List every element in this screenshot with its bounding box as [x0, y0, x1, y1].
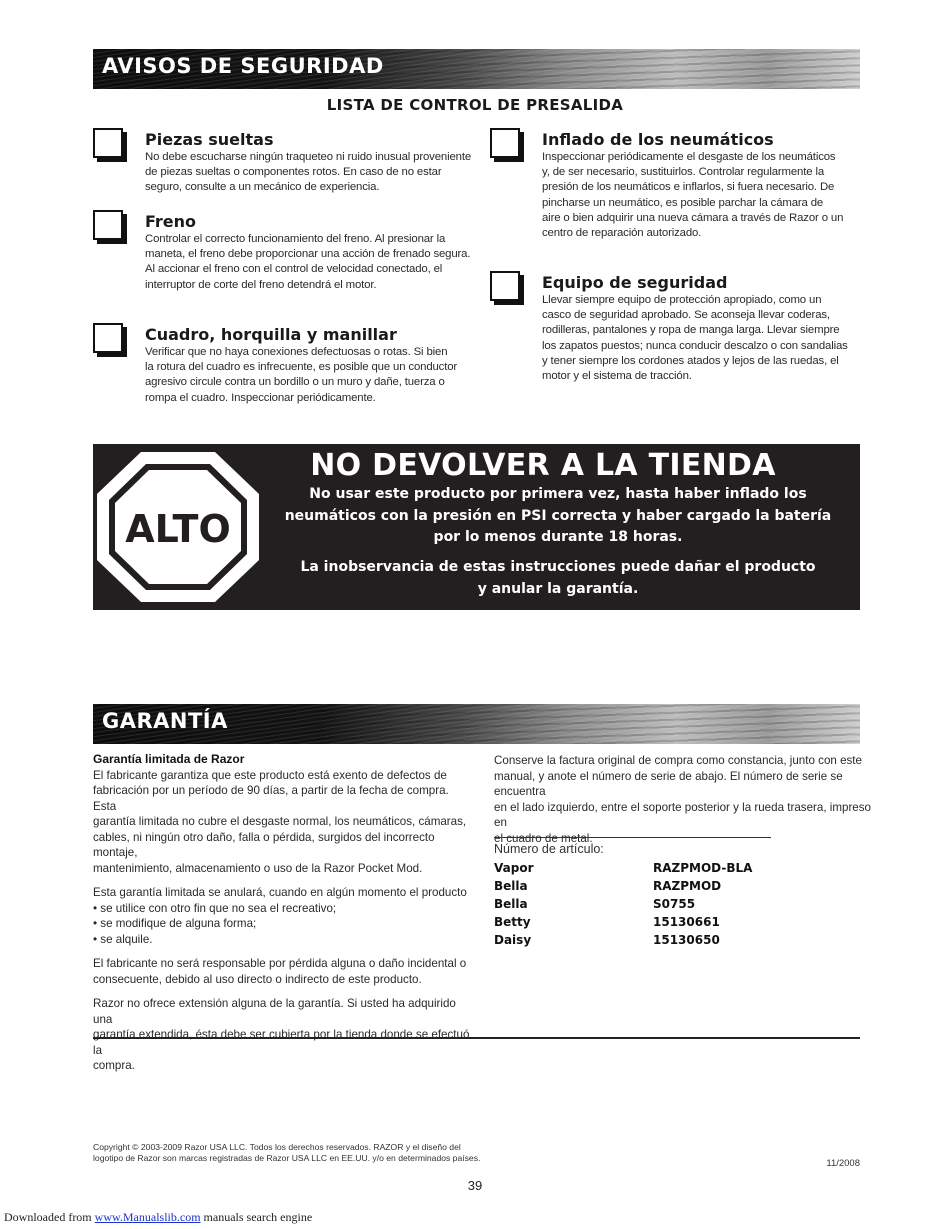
text-line: Esta garantía limitada se anulará, cuando en algún momento el producto — [93, 886, 467, 899]
item-title: Piezas sueltas — [145, 130, 274, 149]
checkbox-icon[interactable] — [93, 210, 123, 240]
stop-warning-box — [93, 444, 860, 610]
text-line: cables, ni ningún otro daño, falla o pérdida, surgidos del incorrecto montaje, — [93, 830, 435, 859]
bullet-item: • se utilice con otro fin que no sea el recreativo; — [93, 901, 337, 915]
print-date: 11/2008 — [826, 1158, 860, 1169]
checklist-subtitle: LISTA DE CONTROL DE PRESALIDA — [326, 96, 624, 114]
stop-sign-icon — [93, 444, 263, 610]
body-line: agresivo circule contra un bordillo o un muro y dañe, tuerza o — [145, 376, 445, 389]
text-line: compra. — [93, 1059, 135, 1072]
article-name: Daisy — [494, 933, 532, 947]
article-number-label: Número de artículo: — [494, 842, 604, 856]
warranty-paragraph-1 — [93, 768, 473, 877]
item-title: Equipo de seguridad — [542, 273, 728, 292]
text-line: en el lado izquierdo, entre el soporte posterior y la rueda trasera, impreso en — [494, 800, 872, 829]
body-line: centro de reparación autorizado. — [542, 227, 702, 240]
stop-line: No usar este producto por primera vez, hasta haber inflado los — [309, 486, 807, 502]
body-line: Llevar siempre equipo de protección apropiado, como un — [542, 294, 822, 306]
item-title: Freno — [145, 212, 197, 231]
body-line: rompa el cuadro. Inspeccionar periódicamente. — [145, 391, 376, 404]
checkbox-icon[interactable] — [490, 271, 520, 301]
article-name: Vapor — [494, 861, 534, 875]
article-code: S0755 — [653, 897, 696, 911]
checkbox-icon[interactable] — [93, 128, 123, 158]
body-line: Inspeccionar periódicamente el desgaste de los neumáticos — [542, 151, 836, 163]
download-prefix: Downloaded from — [4, 1210, 95, 1224]
stop-paragraph-1 — [265, 484, 851, 549]
body-line: casco de seguridad aprobado. Se aconseja llevar coderas, — [542, 309, 830, 322]
body-line: aire o bien adquirir una nueva cámara a través de Razor o un — [542, 211, 844, 224]
body-line: seguro, consulte a un mecánico de experiencia. — [145, 181, 380, 194]
page-number: 39 — [467, 1178, 483, 1193]
warranty-banner-title: GARANTÍA — [102, 709, 228, 733]
body-line: Verificar que no haya conexiones defectuosas o rotas. Si bien — [145, 346, 448, 358]
stop-sign-label: ALTO — [125, 507, 231, 551]
body-line: interruptor de corte del freno detendrá el motor. — [145, 278, 377, 291]
manualslib-link[interactable]: www.Manualslib.com — [94, 1210, 201, 1224]
body-line: pincharse un neumático, es posible parchar la cámara de — [542, 196, 824, 209]
body-line: de piezas sueltas o componentes rotos. En caso de no estar — [145, 166, 442, 179]
article-name: Bella — [494, 879, 528, 893]
bullet-item: • se alquile. — [93, 932, 153, 946]
stop-line: y anular la garantía. — [477, 580, 639, 597]
stop-paragraph-2 — [265, 557, 851, 600]
text-line: garantía limitada no cubre el desgaste normal, los neumáticos, cámaras, — [93, 815, 467, 828]
warranty-right-column — [494, 753, 874, 846]
body-line: la rotura del cuadro es infrecuente, es posible que un conductor — [145, 361, 458, 374]
bullet-item: • se modifique de alguna forma; — [93, 917, 257, 930]
item-body — [145, 345, 475, 406]
checkbox-icon[interactable] — [93, 323, 123, 353]
safety-banner — [93, 49, 860, 89]
download-credit — [4, 1210, 312, 1225]
copyright-line: Copyright © 2003-2009 Razor USA LLC. Todos los derechos reservados. RAZOR y el diseño del — [93, 1142, 461, 1152]
body-line: maneta, el freno debe proporcionar una acción de frenado segura. — [145, 248, 471, 261]
item-body — [542, 150, 872, 241]
article-code: RAZPMOD — [653, 879, 722, 893]
warranty-heading: Garantía limitada de Razor — [93, 752, 245, 766]
item-body — [145, 232, 475, 293]
copyright-notice — [93, 1142, 513, 1164]
section-divider — [93, 1037, 860, 1039]
stop-line: neumáticos con la presión en PSI correcta y haber cargado la batería — [284, 507, 832, 524]
warranty-left-column — [93, 752, 473, 1083]
warranty-paragraph-2 — [93, 885, 473, 947]
article-name: Bella — [494, 897, 528, 911]
body-line: No debe escucharse ningún traqueteo ni ruido inusual proveniente — [145, 151, 472, 163]
text-line: consecuente, debido al uso directo o indirecto de este producto. — [93, 972, 422, 986]
text-line: El fabricante garantiza que este producto está exento de defectos de — [93, 768, 447, 782]
body-line: los zapatos puestos; nunca conducir descalzo o con sandalias — [542, 339, 848, 352]
article-divider — [494, 837, 771, 838]
body-line: y tener siempre los cordones atados y lejos de las ruedas, el — [542, 354, 839, 367]
text-line: El fabricante no será responsable por pérdida alguna o daño incidental o — [93, 957, 467, 970]
stop-line: La inobservancia de estas instrucciones puede dañar el producto — [300, 559, 816, 575]
body-line: y, de ser necesario, sustituirlos. Controlar regularmente la — [542, 166, 825, 179]
text-line: fabricación por un período de 90 días, a partir de la fecha de compra. Esta — [93, 784, 449, 813]
item-title: Cuadro, horquilla y manillar — [145, 325, 397, 344]
text-line: manual, y anote el número de serie de abajo. El número de serie se encuentra — [494, 769, 843, 798]
text-line: Razor no ofrece extensión alguna de la garantía. Si usted ha adquirido una — [93, 997, 456, 1026]
warranty-banner — [93, 704, 860, 744]
safety-banner-title: AVISOS DE SEGURIDAD — [102, 54, 384, 78]
item-body — [542, 293, 872, 384]
text-line: Conserve la factura original de compra como constancia, junto con este — [494, 754, 862, 767]
text-line: garantía extendida, ésta debe ser cubierta por la tienda donde se efectuó la — [93, 1028, 470, 1057]
text-line: el cuadro de metal. — [494, 831, 593, 845]
stop-line: por lo menos durante 18 horas. — [433, 529, 683, 545]
article-code: RAZPMOD-BLA — [653, 861, 753, 875]
article-name: Betty — [494, 915, 531, 929]
body-line: motor y el sistema de tracción. — [542, 370, 692, 383]
body-line: rodilleras, pantalones y ropa de manga larga. Llevar siempre — [542, 324, 840, 337]
text-line: mantenimiento, almacenamiento o uso de la Razor Pocket Mod. — [93, 861, 423, 875]
warranty-paragraph-3 — [93, 956, 473, 987]
body-line: presión de los neumáticos e inflarlos, si fuera necesario. De — [542, 181, 835, 194]
copyright-line: logotipo de Razor son marcas registradas de Razor USA LLC en EE.UU. y/o en determinados países. — [93, 1153, 481, 1163]
download-suffix: manuals search engine — [200, 1210, 313, 1224]
item-title: Inflado de los neumáticos — [542, 130, 774, 149]
warranty-paragraph-4 — [93, 996, 473, 1074]
item-body — [145, 150, 475, 196]
body-line: Al accionar el freno con el control de velocidad conectado, el — [145, 263, 443, 276]
body-line: Controlar el correcto funcionamiento del freno. Al presionar la — [145, 233, 446, 245]
article-code: 15130661 — [653, 915, 720, 929]
article-code: 15130650 — [653, 933, 720, 947]
stop-heading: NO DEVOLVER A LA TIENDA — [310, 448, 776, 483]
checkbox-icon[interactable] — [490, 128, 520, 158]
